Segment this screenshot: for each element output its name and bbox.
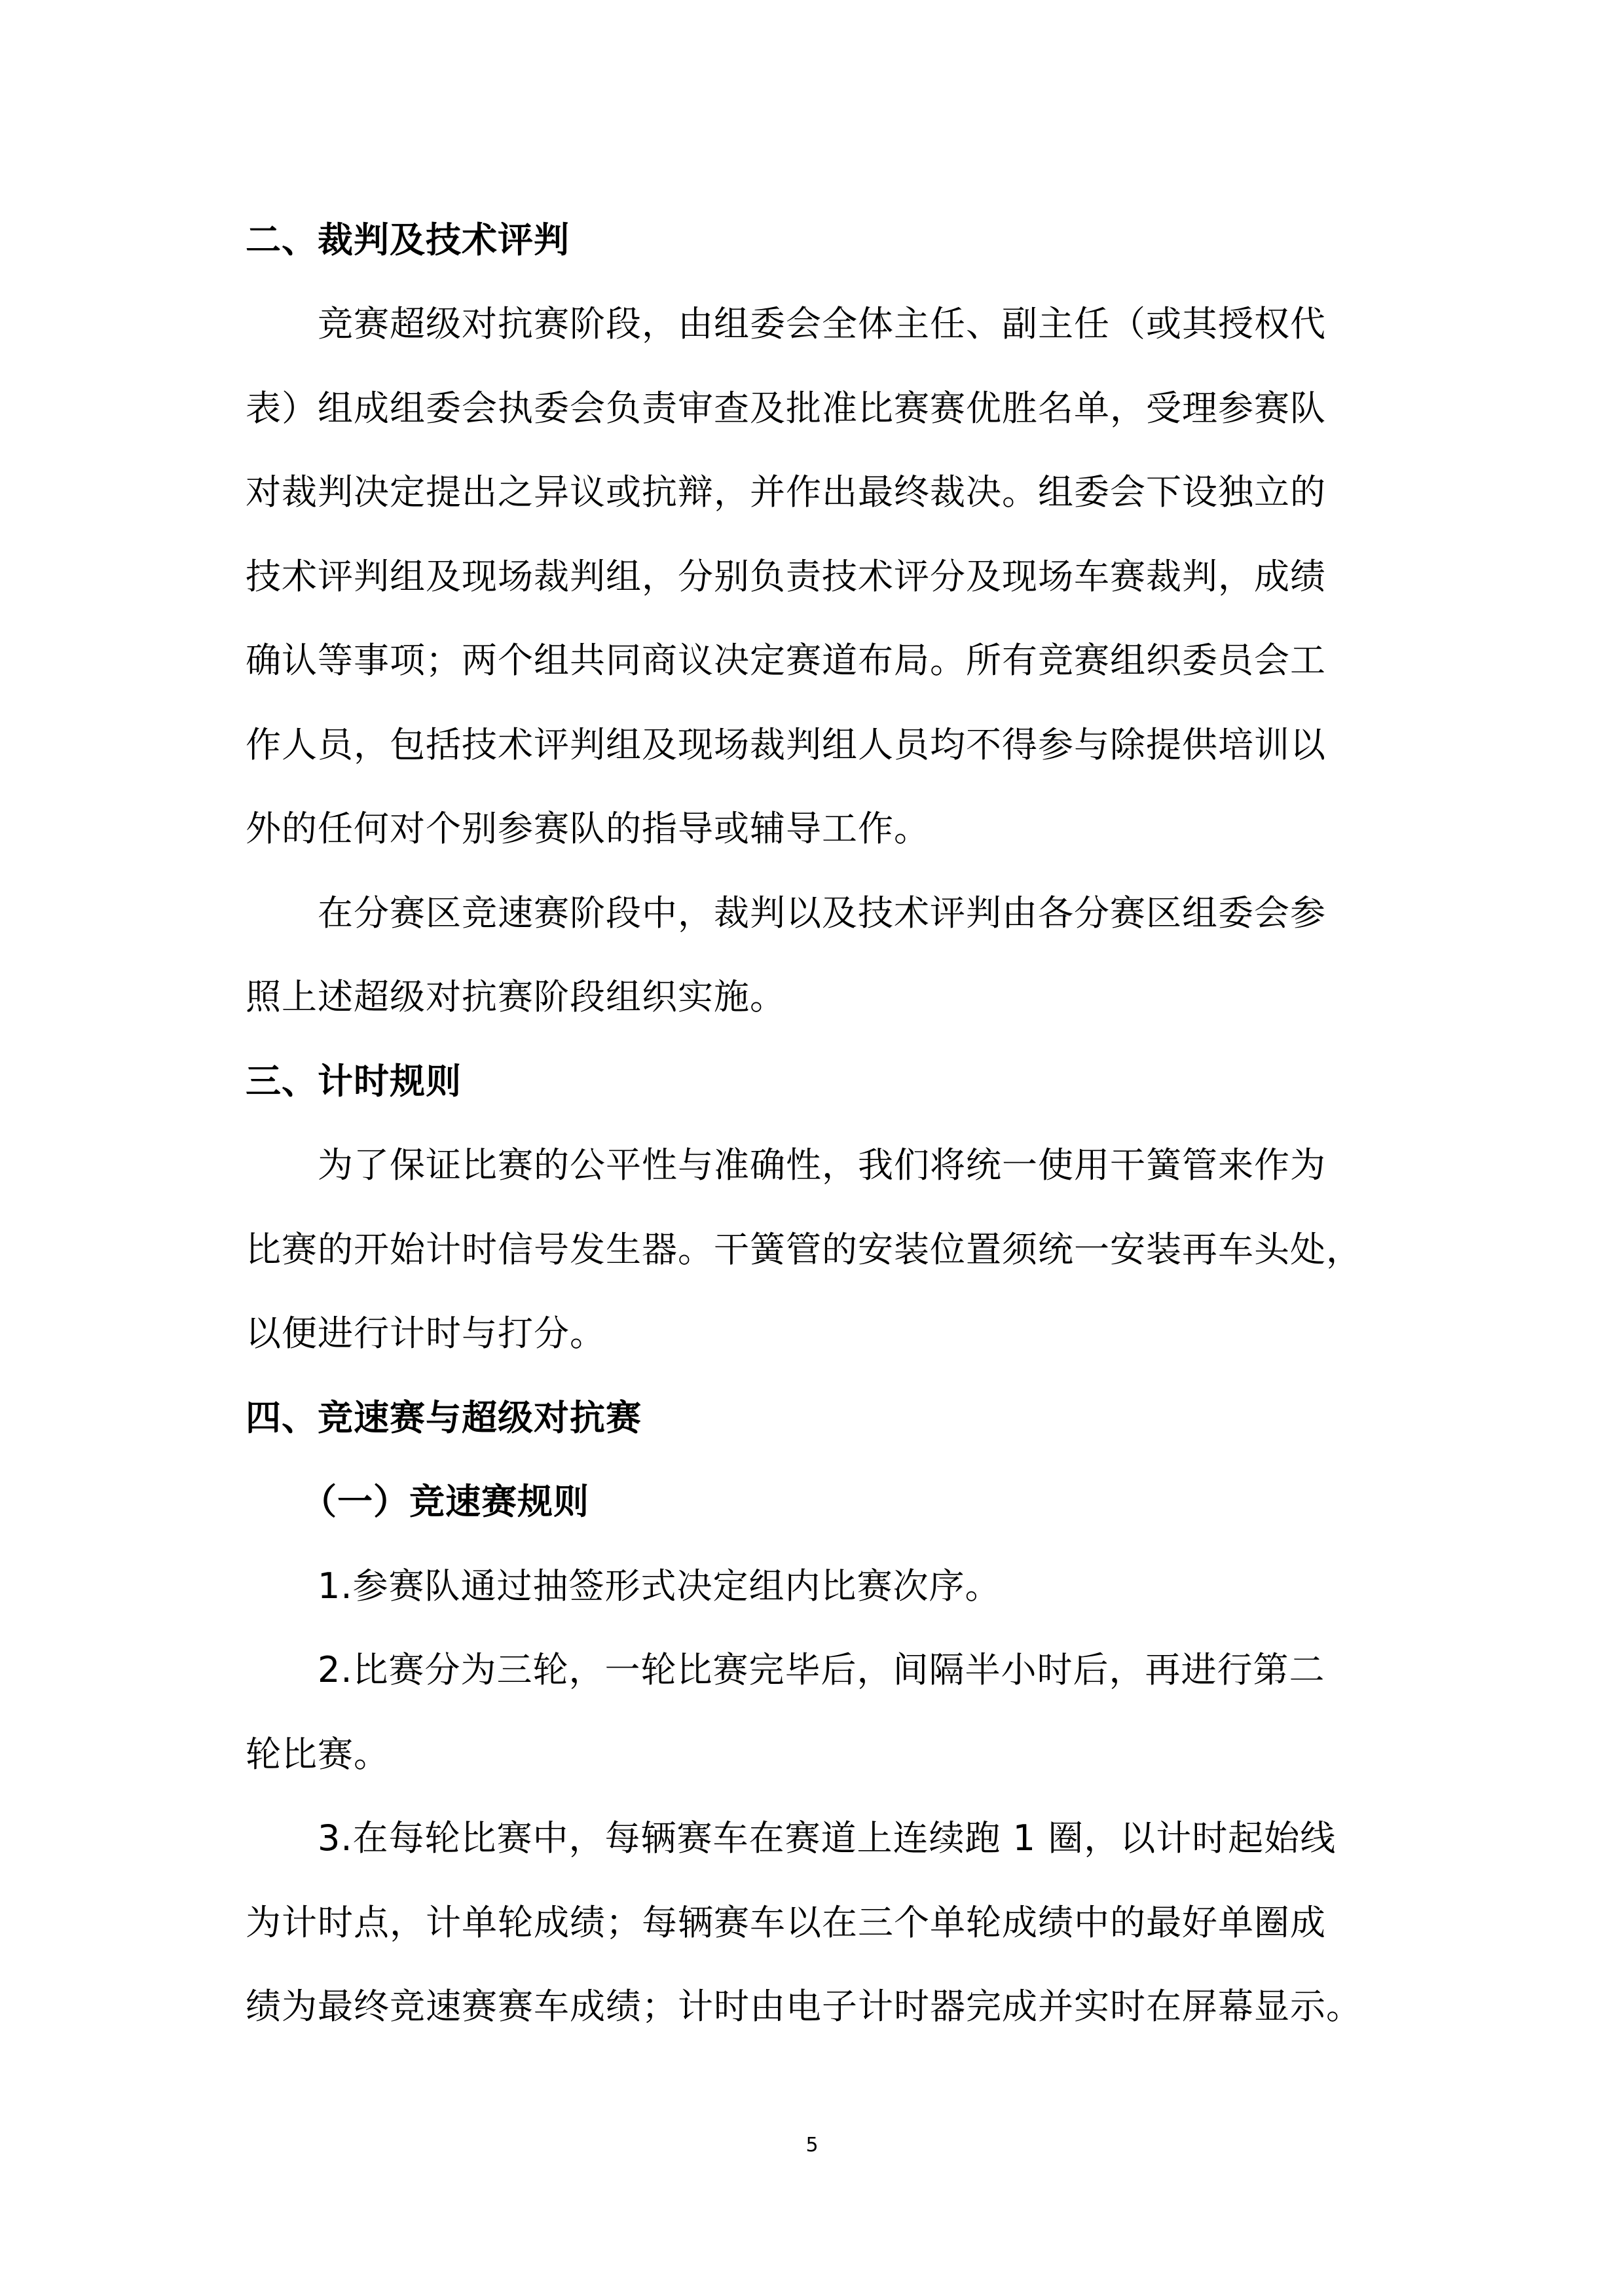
paragraph-line: 技术评判组及现场裁判组，分别负责技术评分及现场车赛裁判，成绩: [246, 556, 1326, 597]
section-heading-2: 二、裁判及技术评判: [246, 219, 570, 261]
paragraph-line: 表）组成组委会执委会负责审查及批准比赛赛优胜名单，受理参赛队: [246, 388, 1326, 429]
page-number: 5: [805, 2134, 819, 2157]
paragraph-line: 竞赛超级对抗赛阶段，由组委会全体主任、副主任（或其授权代: [318, 303, 1326, 344]
list-item-3: 3.在每轮比赛中，每辆赛车在赛道上连续跑 1 圈，以计时起始线: [318, 1817, 1337, 1859]
list-item-2-cont: 轮比赛。: [246, 1734, 390, 1775]
paragraph-line: 在分赛区竞速赛阶段中，裁判以及技术评判由各分赛区组委会参: [318, 892, 1326, 934]
section-heading-4: 四、竞速赛与超级对抗赛: [246, 1397, 642, 1438]
paragraph-line: 作人员，包括技术评判组及现场裁判组人员均不得参与除提供培训以: [246, 724, 1326, 765]
paragraph-line: 照上述超级对抗赛阶段组织实施。: [246, 976, 786, 1017]
list-item-1: 1.参赛队通过抽签形式决定组内比赛次序。: [318, 1565, 1001, 1607]
paragraph-line: 为了保证比赛的公平性与准确性，我们将统一使用干簧管来作为: [318, 1144, 1326, 1186]
subsection-heading: （一）竞速赛规则: [301, 1481, 589, 1522]
list-item-3-cont: 绩为最终竞速赛赛车成绩；计时由电子计时器完成并实时在屏幕显示。: [246, 1986, 1362, 2027]
paragraph-line: 对裁判决定提出之异议或抗辩，并作出最终裁决。组委会下设独立的: [246, 471, 1326, 513]
section-heading-3: 三、计时规则: [246, 1061, 462, 1102]
list-item-2: 2.比赛分为三轮，一轮比赛完毕后，间隔半小时后，再进行第二: [318, 1649, 1325, 1690]
paragraph-line: 确认等事项；两个组共同商议决定赛道布局。所有竞赛组织委员会工: [246, 640, 1326, 681]
paragraph-line: 比赛的开始计时信号发生器。干簧管的安装位置须统一安装再车头处，: [246, 1229, 1362, 1270]
paragraph-line: 以便进行计时与打分。: [246, 1313, 606, 1354]
list-item-3-cont: 为计时点，计单轮成绩；每辆赛车以在三个单轮成绩中的最好单圈成: [246, 1902, 1326, 1943]
paragraph-line: 外的任何对个别参赛队的指导或辅导工作。: [246, 808, 930, 849]
